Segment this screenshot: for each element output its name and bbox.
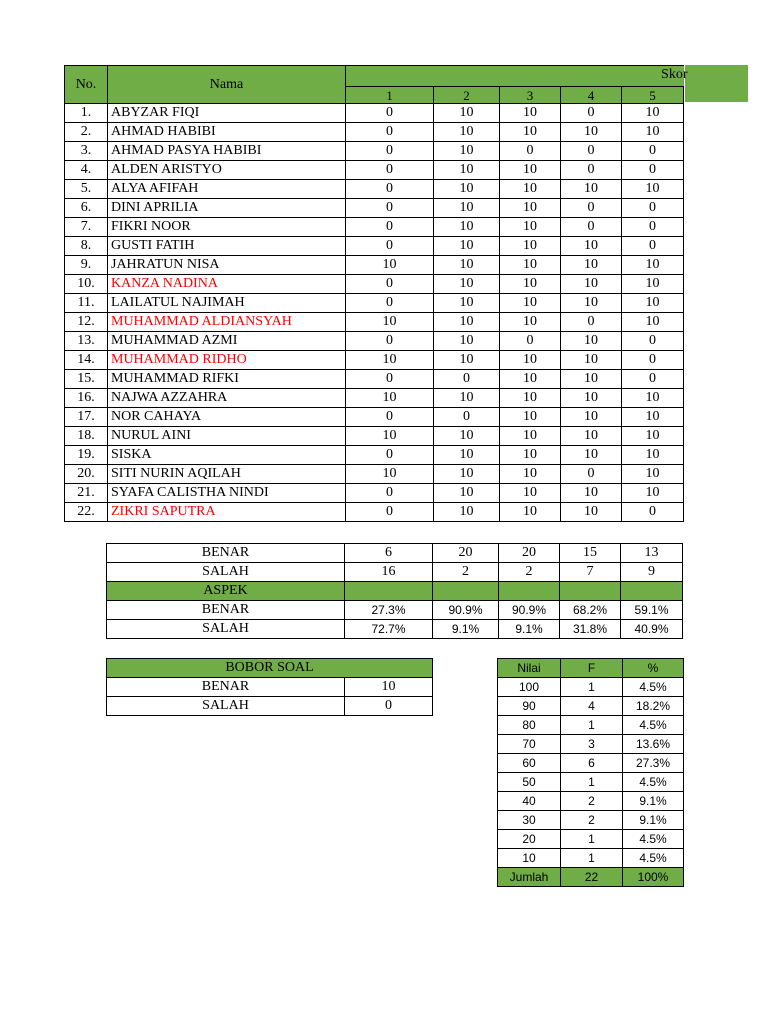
score-cell: 10 xyxy=(434,256,500,275)
score-cell: 0 xyxy=(561,142,622,161)
summary-salah-pct-label: SALAH xyxy=(107,620,345,639)
table-row xyxy=(65,370,684,389)
table-row xyxy=(65,446,684,465)
score-cell: 10 xyxy=(561,275,622,294)
score-cell: 10 xyxy=(622,104,684,123)
summary-salah-row xyxy=(107,563,683,582)
dist-header-nilai: Nilai xyxy=(498,659,561,678)
distribution-body xyxy=(498,678,684,868)
score-cell: 0 xyxy=(561,218,622,237)
score-cell: 10 xyxy=(434,180,500,199)
distribution-table xyxy=(497,658,684,887)
score-cell: 10 xyxy=(622,256,684,275)
student-name: AHMAD HABIBI xyxy=(108,123,346,142)
dist-f: 2 xyxy=(561,811,623,830)
score-cell: 10 xyxy=(561,123,622,142)
summary-benar-pct-label: BENAR xyxy=(107,601,345,620)
row-number: 17. xyxy=(65,408,108,427)
score-cell: 10 xyxy=(434,218,500,237)
score-cell: 0 xyxy=(346,104,434,123)
row-number: 10. xyxy=(65,275,108,294)
score-cell: 10 xyxy=(500,104,561,123)
score-cell: 0 xyxy=(346,503,434,522)
dist-header-f: F xyxy=(561,659,623,678)
row-number: 14. xyxy=(65,351,108,370)
score-cell: 10 xyxy=(434,237,500,256)
row-number: 15. xyxy=(65,370,108,389)
table-row xyxy=(65,465,684,484)
dist-nilai: 90 xyxy=(498,697,561,716)
score-cell: 0 xyxy=(500,142,561,161)
score-cell: 10 xyxy=(500,199,561,218)
student-name: MUHAMMAD RIDHO xyxy=(108,351,346,370)
bobot-title: BOBOR SOAL xyxy=(107,659,433,678)
table-row xyxy=(65,199,684,218)
dist-nilai: 70 xyxy=(498,735,561,754)
score-cell: 10 xyxy=(561,256,622,275)
student-name: NAJWA AZZAHRA xyxy=(108,389,346,408)
score-cell: 10 xyxy=(434,161,500,180)
score-cell: 10 xyxy=(622,275,684,294)
score-cell: 10 xyxy=(500,123,561,142)
dist-nilai: 30 xyxy=(498,811,561,830)
dist-f: 1 xyxy=(561,716,623,735)
dist-f: 1 xyxy=(561,773,623,792)
table-row xyxy=(65,275,684,294)
dist-header-pct: % xyxy=(623,659,684,678)
dist-f: 6 xyxy=(561,754,623,773)
dist-row xyxy=(498,754,684,773)
table-row xyxy=(65,351,684,370)
score-cell: 10 xyxy=(500,389,561,408)
student-name: ABYZAR FIQI xyxy=(108,104,346,123)
score-cell: 10 xyxy=(346,465,434,484)
student-name: ALDEN ARISTYO xyxy=(108,161,346,180)
score-cell: 0 xyxy=(346,484,434,503)
header-question-3: 3 xyxy=(500,87,561,104)
score-cell: 0 xyxy=(346,180,434,199)
table-row xyxy=(65,484,684,503)
score-cell: 0 xyxy=(434,408,500,427)
score-cell: 10 xyxy=(346,427,434,446)
row-number: 4. xyxy=(65,161,108,180)
dist-pct: 27.3% xyxy=(623,754,684,773)
summary-benar-cell: 20 xyxy=(499,544,560,563)
bobot-benar-label: BENAR xyxy=(107,678,345,697)
row-number: 11. xyxy=(65,294,108,313)
score-cell: 10 xyxy=(500,503,561,522)
dist-total-label: Jumlah xyxy=(498,868,561,887)
summary-aspek-cell xyxy=(499,582,560,601)
dist-f: 1 xyxy=(561,830,623,849)
dist-pct: 18.2% xyxy=(623,697,684,716)
row-number: 19. xyxy=(65,446,108,465)
score-cell: 10 xyxy=(434,465,500,484)
score-cell: 0 xyxy=(346,123,434,142)
score-table xyxy=(64,65,688,522)
dist-row xyxy=(498,830,684,849)
table-row xyxy=(65,332,684,351)
score-cell: 0 xyxy=(561,465,622,484)
bobot-table xyxy=(106,658,433,716)
table-row xyxy=(65,313,684,332)
student-name: MUHAMMAD AZMI xyxy=(108,332,346,351)
score-cell: 10 xyxy=(346,351,434,370)
summary-aspek-cell xyxy=(560,582,621,601)
score-cell: 10 xyxy=(622,123,684,142)
score-cell: 10 xyxy=(561,294,622,313)
student-name: KANZA NADINA xyxy=(108,275,346,294)
header-skor: Skor xyxy=(661,67,688,82)
summary-benar-pct-cell: 27.3% xyxy=(345,601,433,620)
summary-aspek-cell xyxy=(433,582,499,601)
header-question-1: 1 xyxy=(346,87,434,104)
skor-header-extension xyxy=(685,65,748,102)
summary-salah-pct-row xyxy=(107,620,683,639)
header-no: No. xyxy=(65,66,108,104)
summary-benar-cell: 13 xyxy=(621,544,683,563)
summary-aspek-cell xyxy=(621,582,683,601)
score-cell: 0 xyxy=(346,446,434,465)
score-cell: 10 xyxy=(434,123,500,142)
student-name: NOR CAHAYA xyxy=(108,408,346,427)
table-row xyxy=(65,237,684,256)
summary-salah-pct-cell: 31.8% xyxy=(560,620,621,639)
table-row xyxy=(65,256,684,275)
score-cell: 10 xyxy=(561,237,622,256)
score-cell: 10 xyxy=(500,256,561,275)
table-row xyxy=(65,294,684,313)
score-cell: 0 xyxy=(622,503,684,522)
score-cell: 10 xyxy=(622,446,684,465)
score-cell: 10 xyxy=(500,313,561,332)
summary-benar-cell: 20 xyxy=(433,544,499,563)
row-number: 5. xyxy=(65,180,108,199)
score-cell: 10 xyxy=(434,484,500,503)
score-cell: 10 xyxy=(500,427,561,446)
student-name: JAHRATUN NISA xyxy=(108,256,346,275)
score-cell: 10 xyxy=(561,503,622,522)
score-cell: 10 xyxy=(500,446,561,465)
score-cell: 10 xyxy=(561,408,622,427)
summary-benar-pct-row xyxy=(107,601,683,620)
score-cell: 10 xyxy=(434,427,500,446)
student-name: FIKRI NOOR xyxy=(108,218,346,237)
dist-row xyxy=(498,716,684,735)
score-cell: 10 xyxy=(434,351,500,370)
student-name: NURUL AINI xyxy=(108,427,346,446)
score-cell: 10 xyxy=(622,313,684,332)
student-name: SITI NURIN AQILAH xyxy=(108,465,346,484)
summary-benar-pct-cell: 68.2% xyxy=(560,601,621,620)
score-cell: 10 xyxy=(500,294,561,313)
dist-pct: 9.1% xyxy=(623,811,684,830)
table-row xyxy=(65,218,684,237)
summary-benar-cell: 6 xyxy=(345,544,433,563)
dist-row xyxy=(498,678,684,697)
row-number: 8. xyxy=(65,237,108,256)
dist-nilai: 20 xyxy=(498,830,561,849)
score-cell: 0 xyxy=(346,370,434,389)
score-cell: 0 xyxy=(622,370,684,389)
header-skor-cell xyxy=(346,66,688,87)
student-name: GUSTI FATIH xyxy=(108,237,346,256)
score-cell: 10 xyxy=(500,180,561,199)
dist-row xyxy=(498,735,684,754)
row-number: 3. xyxy=(65,142,108,161)
dist-pct: 4.5% xyxy=(623,773,684,792)
table-row xyxy=(65,427,684,446)
score-cell: 0 xyxy=(622,351,684,370)
row-number: 21. xyxy=(65,484,108,503)
score-cell: 0 xyxy=(346,142,434,161)
score-cell: 10 xyxy=(434,275,500,294)
score-cell: 10 xyxy=(346,256,434,275)
row-number: 6. xyxy=(65,199,108,218)
score-cell: 0 xyxy=(622,161,684,180)
table-row xyxy=(65,389,684,408)
score-cell: 10 xyxy=(500,275,561,294)
student-name: SYAFA CALISTHA NINDI xyxy=(108,484,346,503)
summary-salah-cell: 9 xyxy=(621,563,683,582)
dist-row xyxy=(498,792,684,811)
summary-salah-cell: 7 xyxy=(560,563,621,582)
row-number: 2. xyxy=(65,123,108,142)
score-cell: 0 xyxy=(346,294,434,313)
dist-nilai: 40 xyxy=(498,792,561,811)
score-cell: 0 xyxy=(561,199,622,218)
summary-salah-cell: 2 xyxy=(499,563,560,582)
score-table-body xyxy=(65,104,684,522)
score-cell: 10 xyxy=(561,332,622,351)
row-number: 9. xyxy=(65,256,108,275)
summary-benar-pct-cell: 90.9% xyxy=(499,601,560,620)
table-row xyxy=(65,180,684,199)
score-cell: 10 xyxy=(500,218,561,237)
score-cell: 0 xyxy=(622,218,684,237)
score-cell: 10 xyxy=(561,389,622,408)
dist-row xyxy=(498,849,684,868)
score-cell: 10 xyxy=(434,199,500,218)
score-cell: 10 xyxy=(561,427,622,446)
dist-total-f: 22 xyxy=(561,868,623,887)
score-cell: 10 xyxy=(434,332,500,351)
score-cell: 10 xyxy=(561,180,622,199)
dist-row xyxy=(498,697,684,716)
score-cell: 0 xyxy=(500,332,561,351)
score-cell: 10 xyxy=(434,142,500,161)
student-name: MUHAMMAD RIFKI xyxy=(108,370,346,389)
student-name: MUHAMMAD ALDIANSYAH xyxy=(108,313,346,332)
score-cell: 10 xyxy=(434,294,500,313)
score-cell: 10 xyxy=(622,294,684,313)
score-cell: 0 xyxy=(346,199,434,218)
student-name: ALYA AFIFAH xyxy=(108,180,346,199)
summary-table xyxy=(106,543,683,639)
table-row xyxy=(65,503,684,522)
dist-nilai: 60 xyxy=(498,754,561,773)
dist-nilai: 50 xyxy=(498,773,561,792)
score-cell: 10 xyxy=(500,161,561,180)
score-cell: 10 xyxy=(622,180,684,199)
summary-salah-pct-cell: 9.1% xyxy=(433,620,499,639)
score-cell: 10 xyxy=(500,484,561,503)
dist-f: 2 xyxy=(561,792,623,811)
score-cell: 10 xyxy=(434,313,500,332)
summary-benar-pct-cell: 90.9% xyxy=(433,601,499,620)
bobot-salah-label: SALAH xyxy=(107,697,345,716)
row-number: 13. xyxy=(65,332,108,351)
score-cell: 10 xyxy=(561,370,622,389)
score-cell: 10 xyxy=(561,484,622,503)
student-name: LAILATUL NAJIMAH xyxy=(108,294,346,313)
summary-aspek-cell xyxy=(345,582,433,601)
dist-f: 1 xyxy=(561,849,623,868)
score-cell: 0 xyxy=(622,199,684,218)
row-number: 16. xyxy=(65,389,108,408)
row-number: 1. xyxy=(65,104,108,123)
score-cell: 10 xyxy=(622,427,684,446)
score-cell: 10 xyxy=(561,446,622,465)
score-cell: 0 xyxy=(346,332,434,351)
row-number: 20. xyxy=(65,465,108,484)
table-row xyxy=(65,123,684,142)
score-cell: 0 xyxy=(346,161,434,180)
table-row xyxy=(65,408,684,427)
score-cell: 10 xyxy=(500,351,561,370)
header-question-5: 5 xyxy=(622,87,684,104)
score-cell: 0 xyxy=(346,408,434,427)
header-nama: Nama xyxy=(108,66,346,104)
score-cell: 10 xyxy=(622,389,684,408)
score-cell: 10 xyxy=(500,237,561,256)
student-name: DINI APRILIA xyxy=(108,199,346,218)
score-cell: 10 xyxy=(561,351,622,370)
dist-nilai: 80 xyxy=(498,716,561,735)
summary-salah-cell: 16 xyxy=(345,563,433,582)
row-number: 18. xyxy=(65,427,108,446)
score-cell: 0 xyxy=(561,313,622,332)
dist-pct: 4.5% xyxy=(623,830,684,849)
summary-salah-pct-cell: 40.9% xyxy=(621,620,683,639)
dist-row xyxy=(498,773,684,792)
score-cell: 0 xyxy=(561,104,622,123)
dist-pct: 4.5% xyxy=(623,716,684,735)
summary-salah-pct-cell: 9.1% xyxy=(499,620,560,639)
dist-pct: 9.1% xyxy=(623,792,684,811)
dist-nilai: 100 xyxy=(498,678,561,697)
score-cell: 10 xyxy=(622,465,684,484)
score-cell: 0 xyxy=(434,370,500,389)
summary-aspek-label: ASPEK xyxy=(107,582,345,601)
summary-benar-label: BENAR xyxy=(107,544,345,563)
summary-aspek-row xyxy=(107,582,683,601)
table-row xyxy=(65,161,684,180)
student-name: ZIKRI SAPUTRA xyxy=(108,503,346,522)
dist-f: 3 xyxy=(561,735,623,754)
table-row xyxy=(65,142,684,161)
score-cell: 10 xyxy=(434,503,500,522)
score-cell: 10 xyxy=(346,313,434,332)
score-cell: 10 xyxy=(622,408,684,427)
score-cell: 10 xyxy=(500,465,561,484)
score-cell: 0 xyxy=(346,275,434,294)
score-cell: 0 xyxy=(622,142,684,161)
summary-salah-label: SALAH xyxy=(107,563,345,582)
row-number: 7. xyxy=(65,218,108,237)
dist-pct: 4.5% xyxy=(623,849,684,868)
summary-benar-row xyxy=(107,544,683,563)
score-cell: 10 xyxy=(434,389,500,408)
score-cell: 10 xyxy=(434,446,500,465)
header-question-4: 4 xyxy=(561,87,622,104)
header-question-2: 2 xyxy=(434,87,500,104)
dist-pct: 4.5% xyxy=(623,678,684,697)
row-number: 12. xyxy=(65,313,108,332)
score-cell: 10 xyxy=(346,389,434,408)
score-cell: 0 xyxy=(346,218,434,237)
student-name: SISKA xyxy=(108,446,346,465)
table-row xyxy=(65,104,684,123)
summary-benar-pct-cell: 59.1% xyxy=(621,601,683,620)
score-cell: 0 xyxy=(622,332,684,351)
row-number: 22. xyxy=(65,503,108,522)
score-cell: 10 xyxy=(434,104,500,123)
dist-f: 1 xyxy=(561,678,623,697)
score-cell: 0 xyxy=(346,237,434,256)
summary-salah-cell: 2 xyxy=(433,563,499,582)
summary-benar-cell: 15 xyxy=(560,544,621,563)
dist-total-pct: 100% xyxy=(623,868,684,887)
dist-row xyxy=(498,811,684,830)
bobot-benar-value: 10 xyxy=(345,678,433,697)
dist-f: 4 xyxy=(561,697,623,716)
score-cell: 0 xyxy=(561,161,622,180)
score-cell: 10 xyxy=(622,484,684,503)
score-cell: 10 xyxy=(500,408,561,427)
score-cell: 0 xyxy=(622,237,684,256)
dist-pct: 13.6% xyxy=(623,735,684,754)
dist-nilai: 10 xyxy=(498,849,561,868)
bobot-salah-value: 0 xyxy=(345,697,433,716)
score-cell: 10 xyxy=(500,370,561,389)
student-name: AHMAD PASYA HABIBI xyxy=(108,142,346,161)
summary-salah-pct-cell: 72.7% xyxy=(345,620,433,639)
